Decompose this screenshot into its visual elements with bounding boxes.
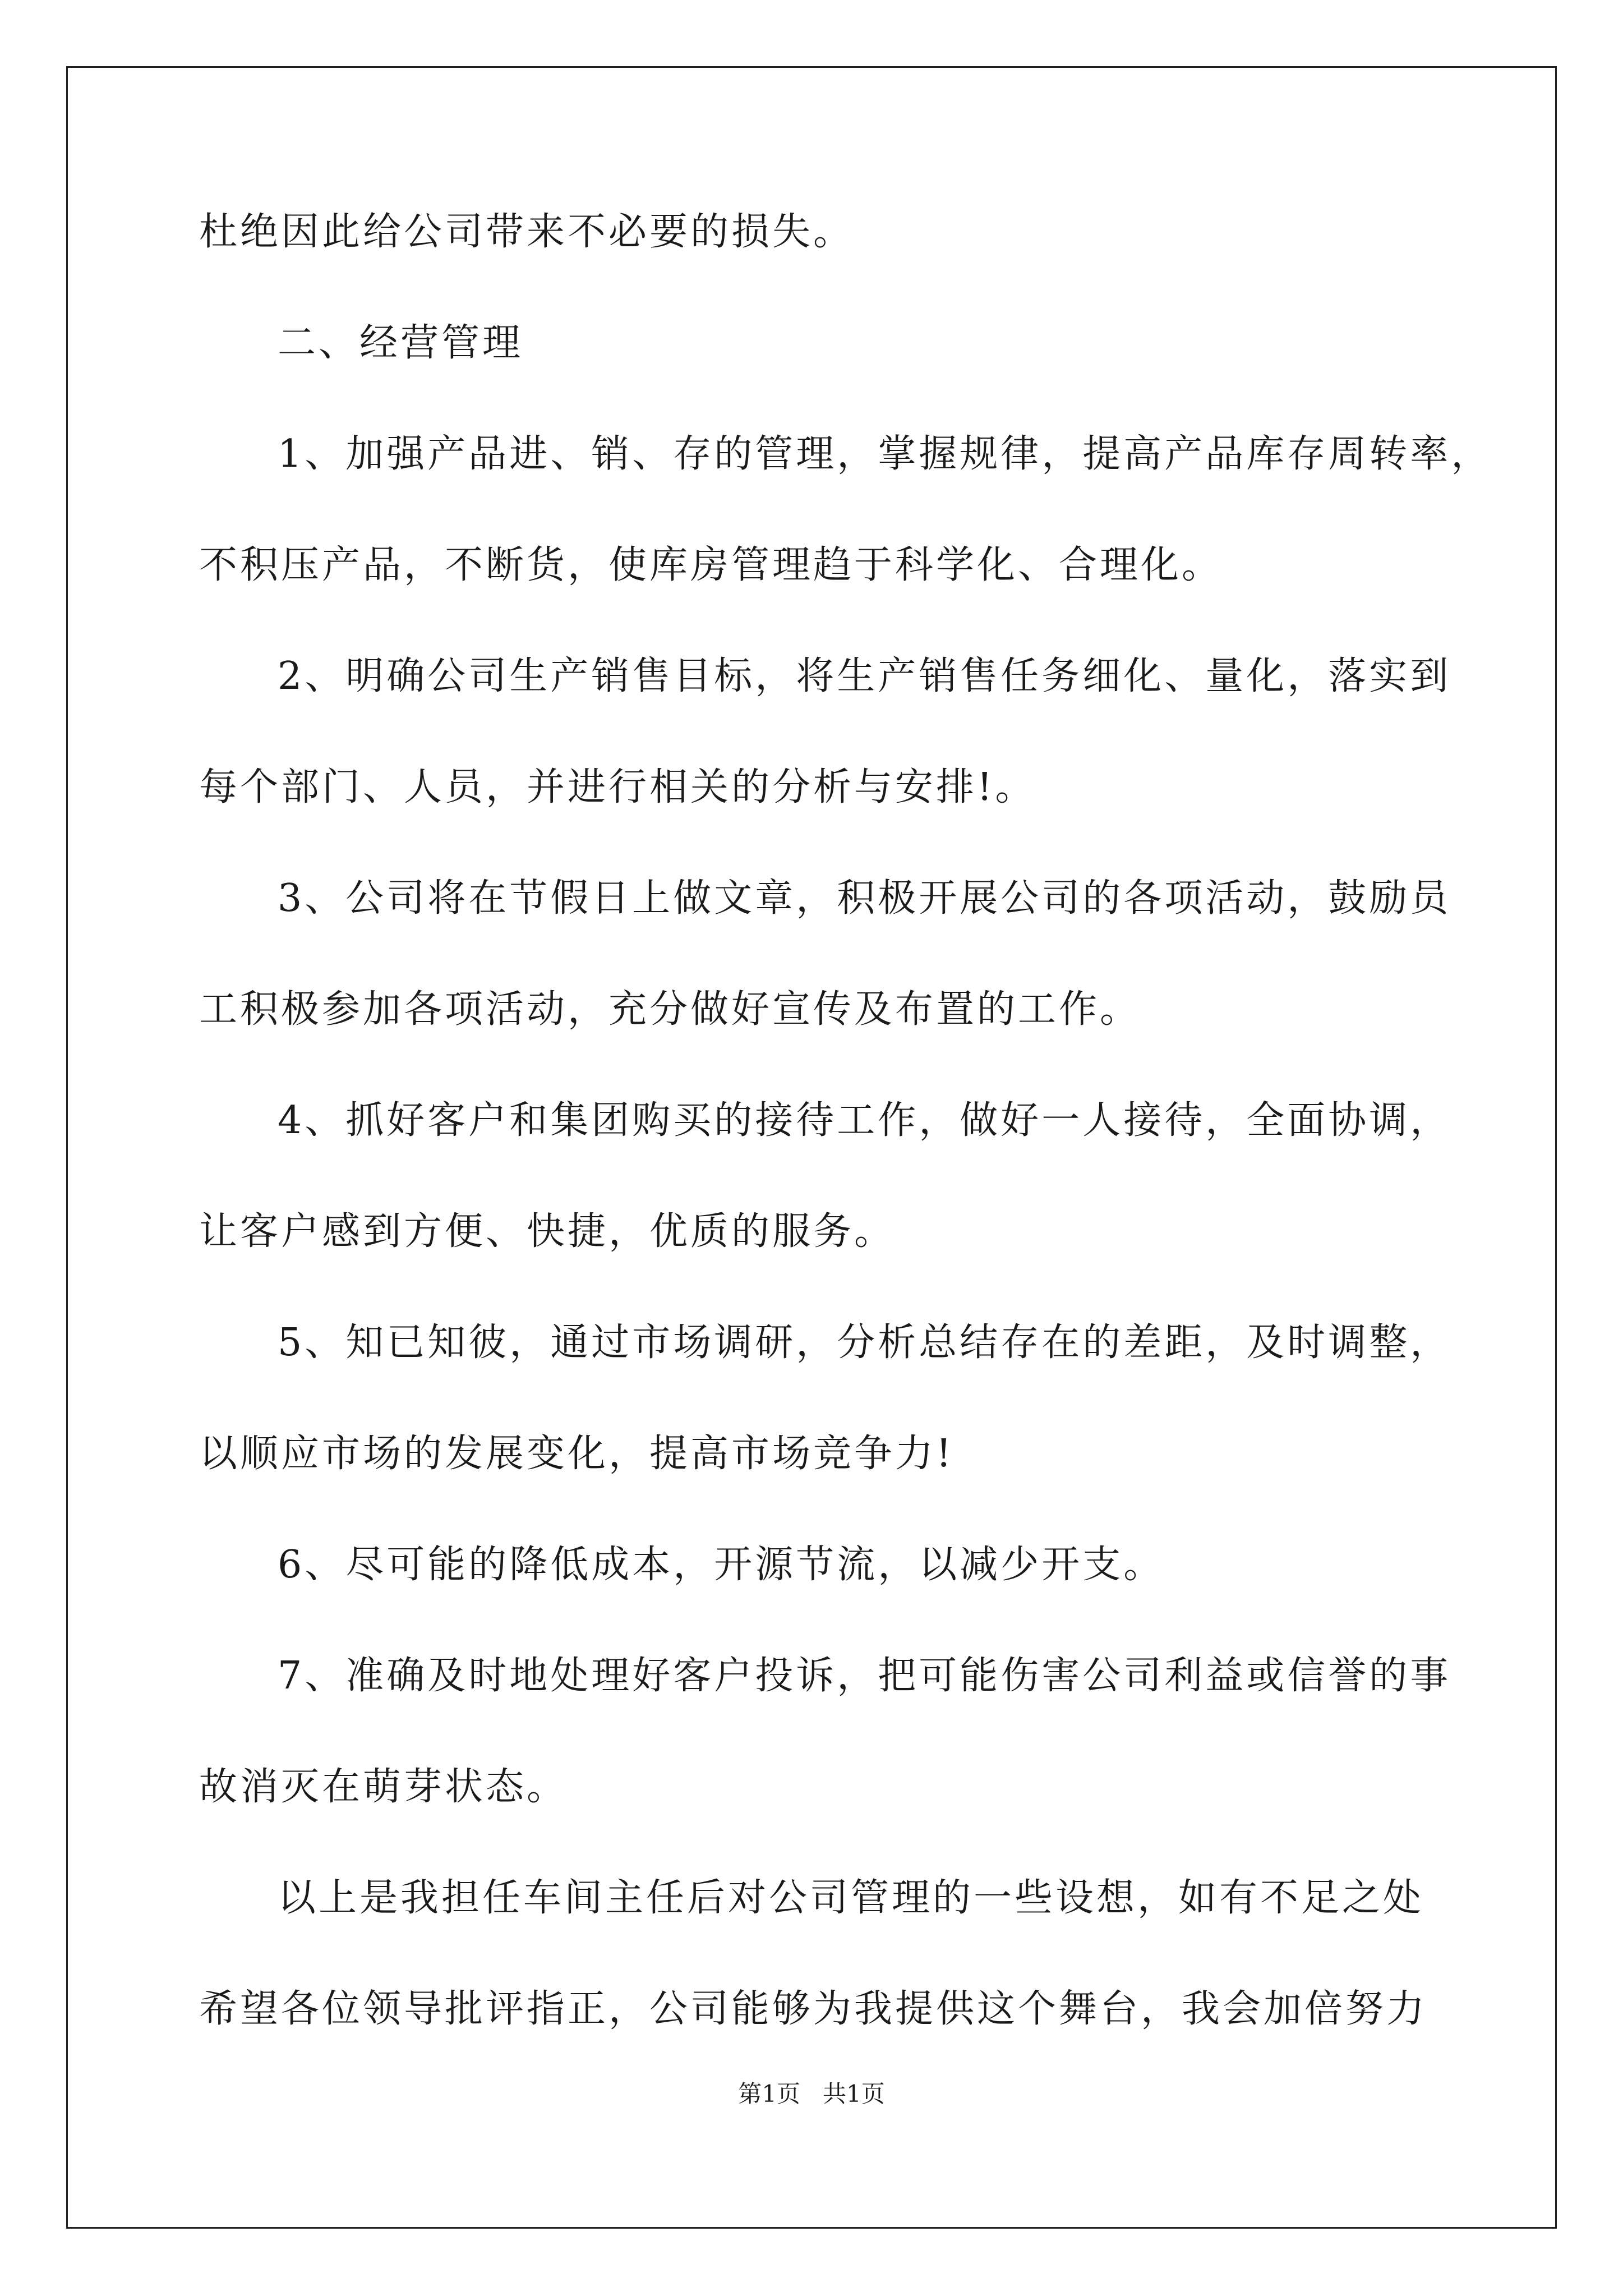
text-line: 以顺应市场的发展变化，提高市场竞争力! [199, 1432, 955, 1476]
text-line: 让客户感到方便、快捷，优质的服务。 [199, 1209, 896, 1254]
text-line: 杜绝因此给公司带来不必要的损失。 [199, 210, 855, 254]
text-line: 5、知已知彼，通过市场调研，分析总结存在的差距，及时调整， [278, 1320, 1451, 1365]
text-line: 1、加强产品进、销、存的管理，掌握规律，提高产品库存周转率， [278, 432, 1492, 476]
text-line: 希望各位领导批评指正，公司能够为我提供这个舞台，我会加倍努力 [199, 1987, 1428, 2031]
text-line: 3、公司将在节假日上做文章，积极开展公司的各项活动，鼓励员 [278, 876, 1451, 921]
text-line: 以上是我担任车间主任后对公司管理的一些设想，如有不足之处 [278, 1876, 1424, 1920]
text-line: 工积极参加各项活动，充分做好宣传及布置的工作。 [199, 987, 1141, 1032]
text-line: 故消灭在萌芽状态。 [199, 1765, 568, 1809]
text-line: 7、准确及时地处理好客户投诉，把可能伤害公司利益或信誉的事 [278, 1654, 1451, 1698]
text-line: 6、尽可能的降低成本，开源节流，以减少开支。 [278, 1543, 1165, 1587]
text-line: 每个部门、人员，并进行相关的分析与安排!。 [199, 765, 1036, 809]
document-body [199, 210, 1492, 2101]
text-line: 2、明确公司生产销售目标，将生产销售任务细化、量化，落实到 [278, 654, 1451, 698]
page-footer: 第1页 共1页 [738, 2080, 885, 2108]
section-heading: 二、经营管理 [278, 321, 524, 365]
text-line: 不积压产品，不断货，使库房管理趋于科学化、合理化。 [199, 543, 1223, 587]
text-line: 4、抓好客户和集团购买的接待工作，做好一人接待，全面协调， [278, 1098, 1451, 1143]
